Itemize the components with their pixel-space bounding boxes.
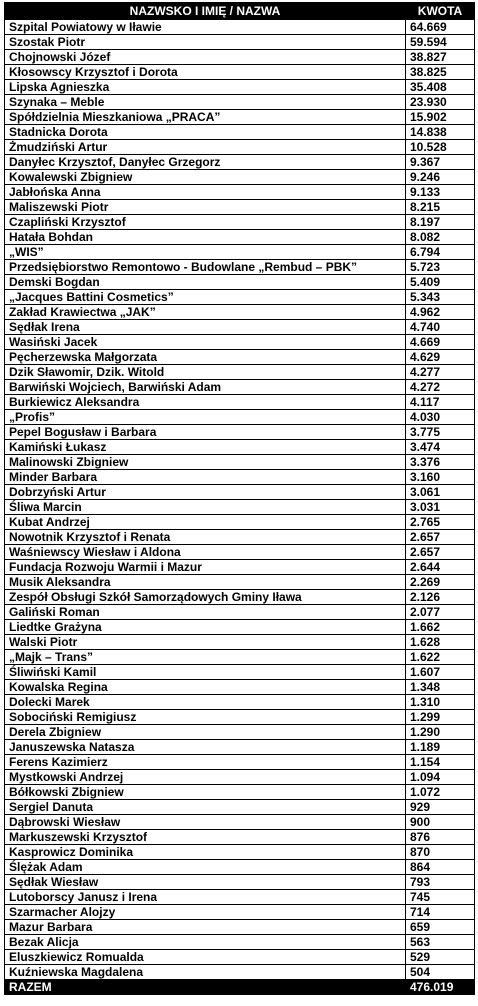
table-row bbox=[5, 680, 475, 695]
row-amount: 2.657 bbox=[406, 545, 475, 560]
row-amount: 864 bbox=[406, 860, 475, 875]
row-amount: 2.077 bbox=[406, 605, 475, 620]
table-row bbox=[5, 860, 475, 875]
row-amount: 793 bbox=[406, 875, 475, 890]
row-name: Stadnicka Dorota bbox=[5, 125, 406, 140]
row-name: Bółkowski Zbigniew bbox=[5, 785, 406, 800]
table-row bbox=[5, 575, 475, 590]
table-row bbox=[5, 425, 475, 440]
row-amount: 659 bbox=[406, 920, 475, 935]
row-name: Sobociński Remigiusz bbox=[5, 710, 406, 725]
row-name: „Profis” bbox=[5, 410, 406, 425]
table-row bbox=[5, 620, 475, 635]
row-amount: 5.409 bbox=[406, 275, 475, 290]
row-amount: 3.376 bbox=[406, 455, 475, 470]
row-name: Burkiewicz Aleksandra bbox=[5, 395, 406, 410]
table-row bbox=[5, 95, 475, 110]
row-amount: 14.838 bbox=[406, 125, 475, 140]
table-row bbox=[5, 260, 475, 275]
table-row bbox=[5, 815, 475, 830]
row-amount: 4.272 bbox=[406, 380, 475, 395]
row-amount: 2.765 bbox=[406, 515, 475, 530]
row-name: Szarmacher Alojzy bbox=[5, 905, 406, 920]
row-name: Zakład Krawiectwa „JAK” bbox=[5, 305, 406, 320]
row-name: Bezak Alicja bbox=[5, 935, 406, 950]
row-name: Kłosowscy Krzysztof i Dorota bbox=[5, 65, 406, 80]
row-name: Kowalska Regina bbox=[5, 680, 406, 695]
table-row bbox=[5, 80, 475, 95]
row-name: Szostak Piotr bbox=[5, 35, 406, 50]
row-name: Dolecki Marek bbox=[5, 695, 406, 710]
table-body bbox=[5, 20, 475, 980]
table-row bbox=[5, 440, 475, 455]
row-amount: 4.117 bbox=[406, 395, 475, 410]
row-name: Waśniewscy Wiesław i Aldona bbox=[5, 545, 406, 560]
table-row bbox=[5, 395, 475, 410]
row-amount: 929 bbox=[406, 800, 475, 815]
table-row bbox=[5, 335, 475, 350]
header-name: NAZWSKO I IMIĘ / NAZWA bbox=[5, 3, 406, 20]
total-label: RAZEM bbox=[5, 980, 406, 995]
row-amount: 1.310 bbox=[406, 695, 475, 710]
row-amount: 2.644 bbox=[406, 560, 475, 575]
table-row bbox=[5, 365, 475, 380]
row-amount: 3.031 bbox=[406, 500, 475, 515]
row-name: Sergiel Danuta bbox=[5, 800, 406, 815]
row-amount: 2.269 bbox=[406, 575, 475, 590]
table-row bbox=[5, 155, 475, 170]
row-amount: 1.290 bbox=[406, 725, 475, 740]
row-amount: 35.408 bbox=[406, 80, 475, 95]
row-name: Walski Piotr bbox=[5, 635, 406, 650]
row-name: „WIS” bbox=[5, 245, 406, 260]
row-amount: 714 bbox=[406, 905, 475, 920]
table-row bbox=[5, 125, 475, 140]
table-row bbox=[5, 470, 475, 485]
row-name: Danyłec Krzysztof, Danyłec Grzegorz bbox=[5, 155, 406, 170]
row-amount: 8.215 bbox=[406, 200, 475, 215]
row-amount: 3.775 bbox=[406, 425, 475, 440]
table-row bbox=[5, 305, 475, 320]
row-name: Pęcherzewska Małgorzata bbox=[5, 350, 406, 365]
row-name: Markuszewski Krzysztof bbox=[5, 830, 406, 845]
row-name: Galiński Roman bbox=[5, 605, 406, 620]
table-row bbox=[5, 245, 475, 260]
table-row bbox=[5, 170, 475, 185]
row-name: Minder Barbara bbox=[5, 470, 406, 485]
table-row bbox=[5, 920, 475, 935]
row-name: Fundacja Rozwoju Warmii i Mazur bbox=[5, 560, 406, 575]
row-name: Żmudziński Artur bbox=[5, 140, 406, 155]
row-name: Dzik Sławomir, Dzik. Witold bbox=[5, 365, 406, 380]
table-row bbox=[5, 710, 475, 725]
row-amount: 8.082 bbox=[406, 230, 475, 245]
row-amount: 38.827 bbox=[406, 50, 475, 65]
row-name: Śliwa Marcin bbox=[5, 500, 406, 515]
row-name: Chojnowski Józef bbox=[5, 50, 406, 65]
row-name: Mystkowski Andrzej bbox=[5, 770, 406, 785]
row-amount: 1.628 bbox=[406, 635, 475, 650]
row-name: Hatała Bohdan bbox=[5, 230, 406, 245]
row-name: Ferens Kazimierz bbox=[5, 755, 406, 770]
row-name: Ślężak Adam bbox=[5, 860, 406, 875]
table-row bbox=[5, 590, 475, 605]
row-amount: 504 bbox=[406, 965, 475, 980]
header-row bbox=[5, 3, 475, 20]
row-amount: 1.622 bbox=[406, 650, 475, 665]
row-name: Czapliński Krzysztof bbox=[5, 215, 406, 230]
row-name: Dąbrowski Wiesław bbox=[5, 815, 406, 830]
row-name: Lipska Agnieszka bbox=[5, 80, 406, 95]
row-amount: 4.740 bbox=[406, 320, 475, 335]
row-amount: 1.072 bbox=[406, 785, 475, 800]
table-row bbox=[5, 650, 475, 665]
row-amount: 15.902 bbox=[406, 110, 475, 125]
table-row bbox=[5, 215, 475, 230]
table-row bbox=[5, 230, 475, 245]
row-name: Demski Bogdan bbox=[5, 275, 406, 290]
table-row bbox=[5, 890, 475, 905]
header-amount: KWOTA bbox=[406, 3, 475, 20]
row-amount: 4.962 bbox=[406, 305, 475, 320]
table-row bbox=[5, 140, 475, 155]
row-name: Jabłońska Anna bbox=[5, 185, 406, 200]
row-amount: 529 bbox=[406, 950, 475, 965]
row-amount: 1.094 bbox=[406, 770, 475, 785]
row-name: Januszewska Natasza bbox=[5, 740, 406, 755]
row-amount: 5.723 bbox=[406, 260, 475, 275]
table-row bbox=[5, 800, 475, 815]
row-amount: 59.594 bbox=[406, 35, 475, 50]
row-name: Przedsiębiorstwo Remontowo - Budowlane „Rembud – PBK” bbox=[5, 260, 406, 275]
row-name: Nowotnik Krzysztof i Renata bbox=[5, 530, 406, 545]
table-row bbox=[5, 560, 475, 575]
table-row bbox=[5, 410, 475, 425]
row-name: Wasiński Jacek bbox=[5, 335, 406, 350]
row-name: Liedtke Grażyna bbox=[5, 620, 406, 635]
row-amount: 870 bbox=[406, 845, 475, 860]
table-row bbox=[5, 275, 475, 290]
table-row bbox=[5, 35, 475, 50]
table-row bbox=[5, 695, 475, 710]
table-row bbox=[5, 740, 475, 755]
row-amount: 4.629 bbox=[406, 350, 475, 365]
table-row bbox=[5, 290, 475, 305]
row-amount: 9.133 bbox=[406, 185, 475, 200]
table-footer bbox=[5, 980, 475, 995]
total-amount: 476.019 bbox=[406, 980, 475, 995]
row-name: Derela Zbigniew bbox=[5, 725, 406, 740]
row-amount: 3.160 bbox=[406, 470, 475, 485]
row-amount: 1.189 bbox=[406, 740, 475, 755]
table-row bbox=[5, 905, 475, 920]
row-name: Kowalewski Zbigniew bbox=[5, 170, 406, 185]
row-name: „Majk – Trans” bbox=[5, 650, 406, 665]
row-name: Mazur Barbara bbox=[5, 920, 406, 935]
table-row bbox=[5, 485, 475, 500]
table-header bbox=[5, 3, 475, 20]
row-name: Dobrzyński Artur bbox=[5, 485, 406, 500]
row-name: Szynaka – Meble bbox=[5, 95, 406, 110]
table-row bbox=[5, 830, 475, 845]
row-amount: 2.657 bbox=[406, 530, 475, 545]
table-row bbox=[5, 635, 475, 650]
table-row bbox=[5, 770, 475, 785]
row-name: Maliszewski Piotr bbox=[5, 200, 406, 215]
row-amount: 38.825 bbox=[406, 65, 475, 80]
row-amount: 1.607 bbox=[406, 665, 475, 680]
row-amount: 10.528 bbox=[406, 140, 475, 155]
table-row bbox=[5, 185, 475, 200]
table-row bbox=[5, 320, 475, 335]
row-amount: 8.197 bbox=[406, 215, 475, 230]
table-row bbox=[5, 455, 475, 470]
table-row bbox=[5, 755, 475, 770]
total-row bbox=[5, 980, 475, 995]
table-row bbox=[5, 110, 475, 125]
table-row bbox=[5, 350, 475, 365]
row-name: Pepel Bogusław i Barbara bbox=[5, 425, 406, 440]
row-amount: 9.367 bbox=[406, 155, 475, 170]
row-name: „Jacques Battini Cosmetics” bbox=[5, 290, 406, 305]
row-name: Kasprowicz Dominika bbox=[5, 845, 406, 860]
row-name: Śliwiński Kamil bbox=[5, 665, 406, 680]
table-row bbox=[5, 515, 475, 530]
table-row bbox=[5, 605, 475, 620]
row-name: Eluszkiewicz Romualda bbox=[5, 950, 406, 965]
table-row bbox=[5, 965, 475, 980]
row-amount: 1.348 bbox=[406, 680, 475, 695]
row-amount: 4.277 bbox=[406, 365, 475, 380]
row-name: Kubat Andrzej bbox=[5, 515, 406, 530]
row-amount: 745 bbox=[406, 890, 475, 905]
row-amount: 4.669 bbox=[406, 335, 475, 350]
row-name: Musik Aleksandra bbox=[5, 575, 406, 590]
table-row bbox=[5, 500, 475, 515]
row-name: Malinowski Zbigniew bbox=[5, 455, 406, 470]
table-row bbox=[5, 950, 475, 965]
row-amount: 3.061 bbox=[406, 485, 475, 500]
row-amount: 3.474 bbox=[406, 440, 475, 455]
table-row bbox=[5, 845, 475, 860]
table-row bbox=[5, 785, 475, 800]
row-amount: 1.154 bbox=[406, 755, 475, 770]
row-name: Kamiński Łukasz bbox=[5, 440, 406, 455]
row-amount: 2.126 bbox=[406, 590, 475, 605]
row-amount: 1.662 bbox=[406, 620, 475, 635]
row-amount: 23.930 bbox=[406, 95, 475, 110]
table-row bbox=[5, 200, 475, 215]
row-amount: 9.246 bbox=[406, 170, 475, 185]
row-amount: 6.794 bbox=[406, 245, 475, 260]
table-row bbox=[5, 65, 475, 80]
row-name: Sędłak Wiesław bbox=[5, 875, 406, 890]
table-row bbox=[5, 545, 475, 560]
row-amount: 1.299 bbox=[406, 710, 475, 725]
row-amount: 4.030 bbox=[406, 410, 475, 425]
row-amount: 900 bbox=[406, 815, 475, 830]
row-amount: 563 bbox=[406, 935, 475, 950]
table-row bbox=[5, 530, 475, 545]
donations-table bbox=[4, 2, 475, 995]
row-name: Szpital Powiatowy w Iławie bbox=[5, 20, 406, 35]
table-row bbox=[5, 665, 475, 680]
donations-table-container bbox=[4, 2, 474, 995]
row-name: Lutoborscy Janusz i Irena bbox=[5, 890, 406, 905]
row-amount: 876 bbox=[406, 830, 475, 845]
table-row bbox=[5, 725, 475, 740]
row-name: Spółdzielnia Mieszkaniowa „PRACA” bbox=[5, 110, 406, 125]
row-amount: 5.343 bbox=[406, 290, 475, 305]
table-row bbox=[5, 935, 475, 950]
table-row bbox=[5, 50, 475, 65]
row-name: Barwiński Wojciech, Barwiński Adam bbox=[5, 380, 406, 395]
row-name: Zespół Obsługi Szkół Samorządowych Gminy Iława bbox=[5, 590, 406, 605]
table-row bbox=[5, 380, 475, 395]
row-name: Sędłak Irena bbox=[5, 320, 406, 335]
row-name: Kuźniewska Magdalena bbox=[5, 965, 406, 980]
row-amount: 64.669 bbox=[406, 20, 475, 35]
table-row bbox=[5, 20, 475, 35]
table-row bbox=[5, 875, 475, 890]
